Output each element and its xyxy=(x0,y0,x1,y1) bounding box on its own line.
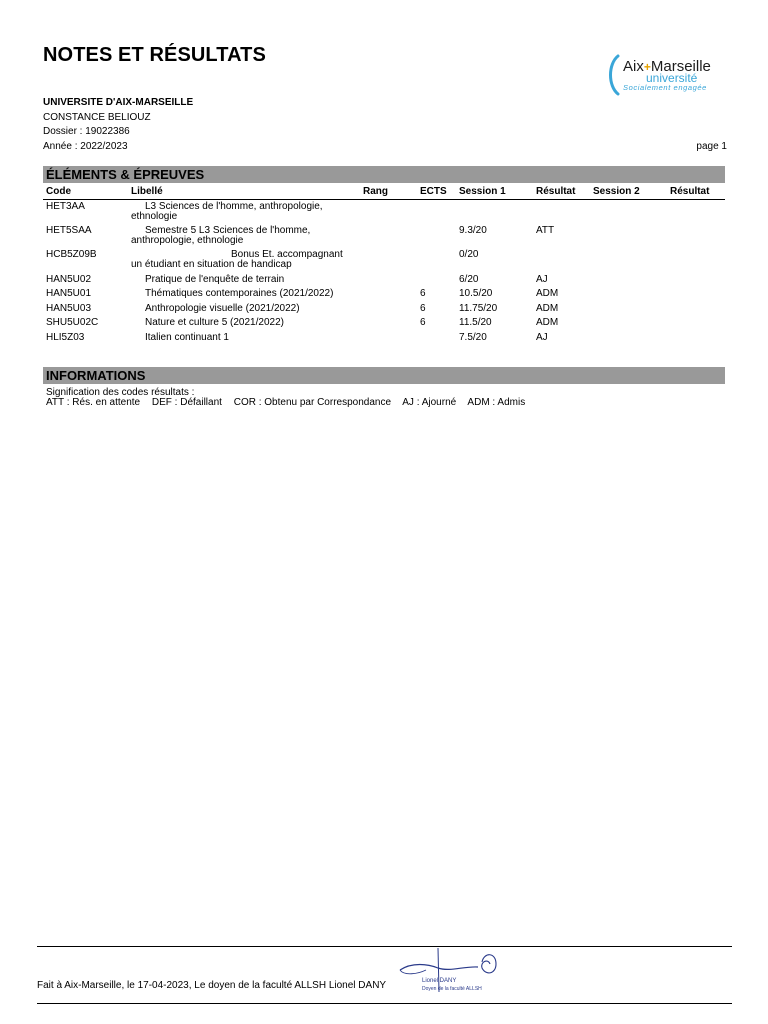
row-libelle: L3 Sciences de l'homme, anthropologie, ethnologie xyxy=(131,201,323,222)
row-code: HET5SAA xyxy=(46,225,92,236)
row-libelle: Nature et culture 5 (2021/2022) xyxy=(145,317,284,328)
row-session1: 0/20 xyxy=(459,249,479,260)
section-elements-header: ÉLÉMENTS & ÉPREUVES xyxy=(43,166,725,183)
row-resultat: ADM xyxy=(536,317,559,328)
logo-arc-icon xyxy=(606,54,622,96)
page-number: page 1 xyxy=(696,141,727,152)
signature xyxy=(398,948,504,1000)
header-resultat1: Résultat xyxy=(536,186,576,197)
row-libelle: Bonus Et. accompagnant un étudiant en situation de handicap xyxy=(131,249,343,270)
legend-codes xyxy=(46,398,534,408)
logo-tagline: Socialement engagée xyxy=(623,83,707,92)
logo-sub: université xyxy=(646,71,698,85)
legend-code-att: ATT : Rés. en attente xyxy=(46,397,141,408)
footer-text: Fait à Aix-Marseille, le 17-04-2023, Le doyen de la faculté ALLSH Lionel DANY xyxy=(37,980,387,991)
header-rang: Rang xyxy=(363,186,388,197)
university-logo xyxy=(606,54,726,96)
row-code: HLI5Z03 xyxy=(46,332,85,343)
header-ects: ECTS xyxy=(420,186,447,197)
student-name: CONSTANCE BELIOUZ xyxy=(43,112,151,123)
signature-icon xyxy=(398,948,504,1000)
row-ects: 6 xyxy=(420,288,426,299)
row-ects: 6 xyxy=(420,317,426,328)
page-title: NOTES ET RÉSULTATS xyxy=(43,44,266,66)
footer-divider-top xyxy=(37,946,732,947)
row-code: HET3AA xyxy=(46,201,85,212)
row-ects: 6 xyxy=(420,303,426,314)
row-session1: 6/20 xyxy=(459,274,479,285)
signature-title: Doyen de la faculté ALLSH xyxy=(422,986,482,992)
row-session1: 11.75/20 xyxy=(459,303,498,314)
header-session2: Session 2 xyxy=(593,186,640,197)
row-resultat: ADM xyxy=(536,303,559,314)
academic-year: Année : 2022/2023 xyxy=(43,141,128,152)
row-libelle: Pratique de l'enquête de terrain xyxy=(145,274,285,285)
legend-title: Signification des codes résultats : xyxy=(46,387,195,398)
legend-code-def: DEF : Défaillant xyxy=(151,397,222,408)
row-code: HAN5U02 xyxy=(46,274,92,285)
row-code: HAN5U03 xyxy=(46,303,92,314)
row-libelle: Anthropologie visuelle (2021/2022) xyxy=(145,303,300,314)
row-code: HCB5Z09B xyxy=(46,249,97,260)
row-session1: 10.5/20 xyxy=(459,288,493,299)
table-header xyxy=(43,186,725,200)
dossier-number: Dossier : 19022386 xyxy=(43,126,130,137)
signature-name: Lionel DANY xyxy=(422,978,457,984)
header-resultat2: Résultat xyxy=(670,186,710,197)
section-informations-header: INFORMATIONS xyxy=(43,367,725,384)
row-libelle: Italien continuant 1 xyxy=(145,332,229,343)
row-resultat: ADM xyxy=(536,288,559,299)
row-code: HAN5U01 xyxy=(46,288,92,299)
legend-code-cor: COR : Obtenu par Correspondance xyxy=(233,397,392,408)
logo-wordmark: Aix+Marseille xyxy=(623,58,711,75)
row-resultat: ATT xyxy=(536,225,555,236)
row-session1: 9.3/20 xyxy=(459,225,487,236)
header-libelle: Libellé xyxy=(131,186,163,197)
header-code: Code xyxy=(46,186,71,197)
legend-code-adm: ADM : Admis xyxy=(467,397,526,408)
row-session1: 11.5/20 xyxy=(459,317,492,328)
footer-divider-bottom xyxy=(37,1003,732,1004)
row-resultat: AJ xyxy=(536,332,548,343)
row-code: SHU5U02C xyxy=(46,317,99,328)
header-session1: Session 1 xyxy=(459,186,506,197)
result-codes-legend xyxy=(46,388,534,408)
row-libelle: Thématiques contemporaines (2021/2022) xyxy=(145,288,334,299)
university-name: UNIVERSITE D'AIX-MARSEILLE xyxy=(43,97,194,108)
row-resultat: AJ xyxy=(536,274,548,285)
row-session1: 7.5/20 xyxy=(459,332,487,343)
row-libelle: Semestre 5 L3 Sciences de l'homme, anthropologie, ethnologie xyxy=(131,225,311,246)
legend-code-aj: AJ : Ajourné xyxy=(402,397,457,408)
